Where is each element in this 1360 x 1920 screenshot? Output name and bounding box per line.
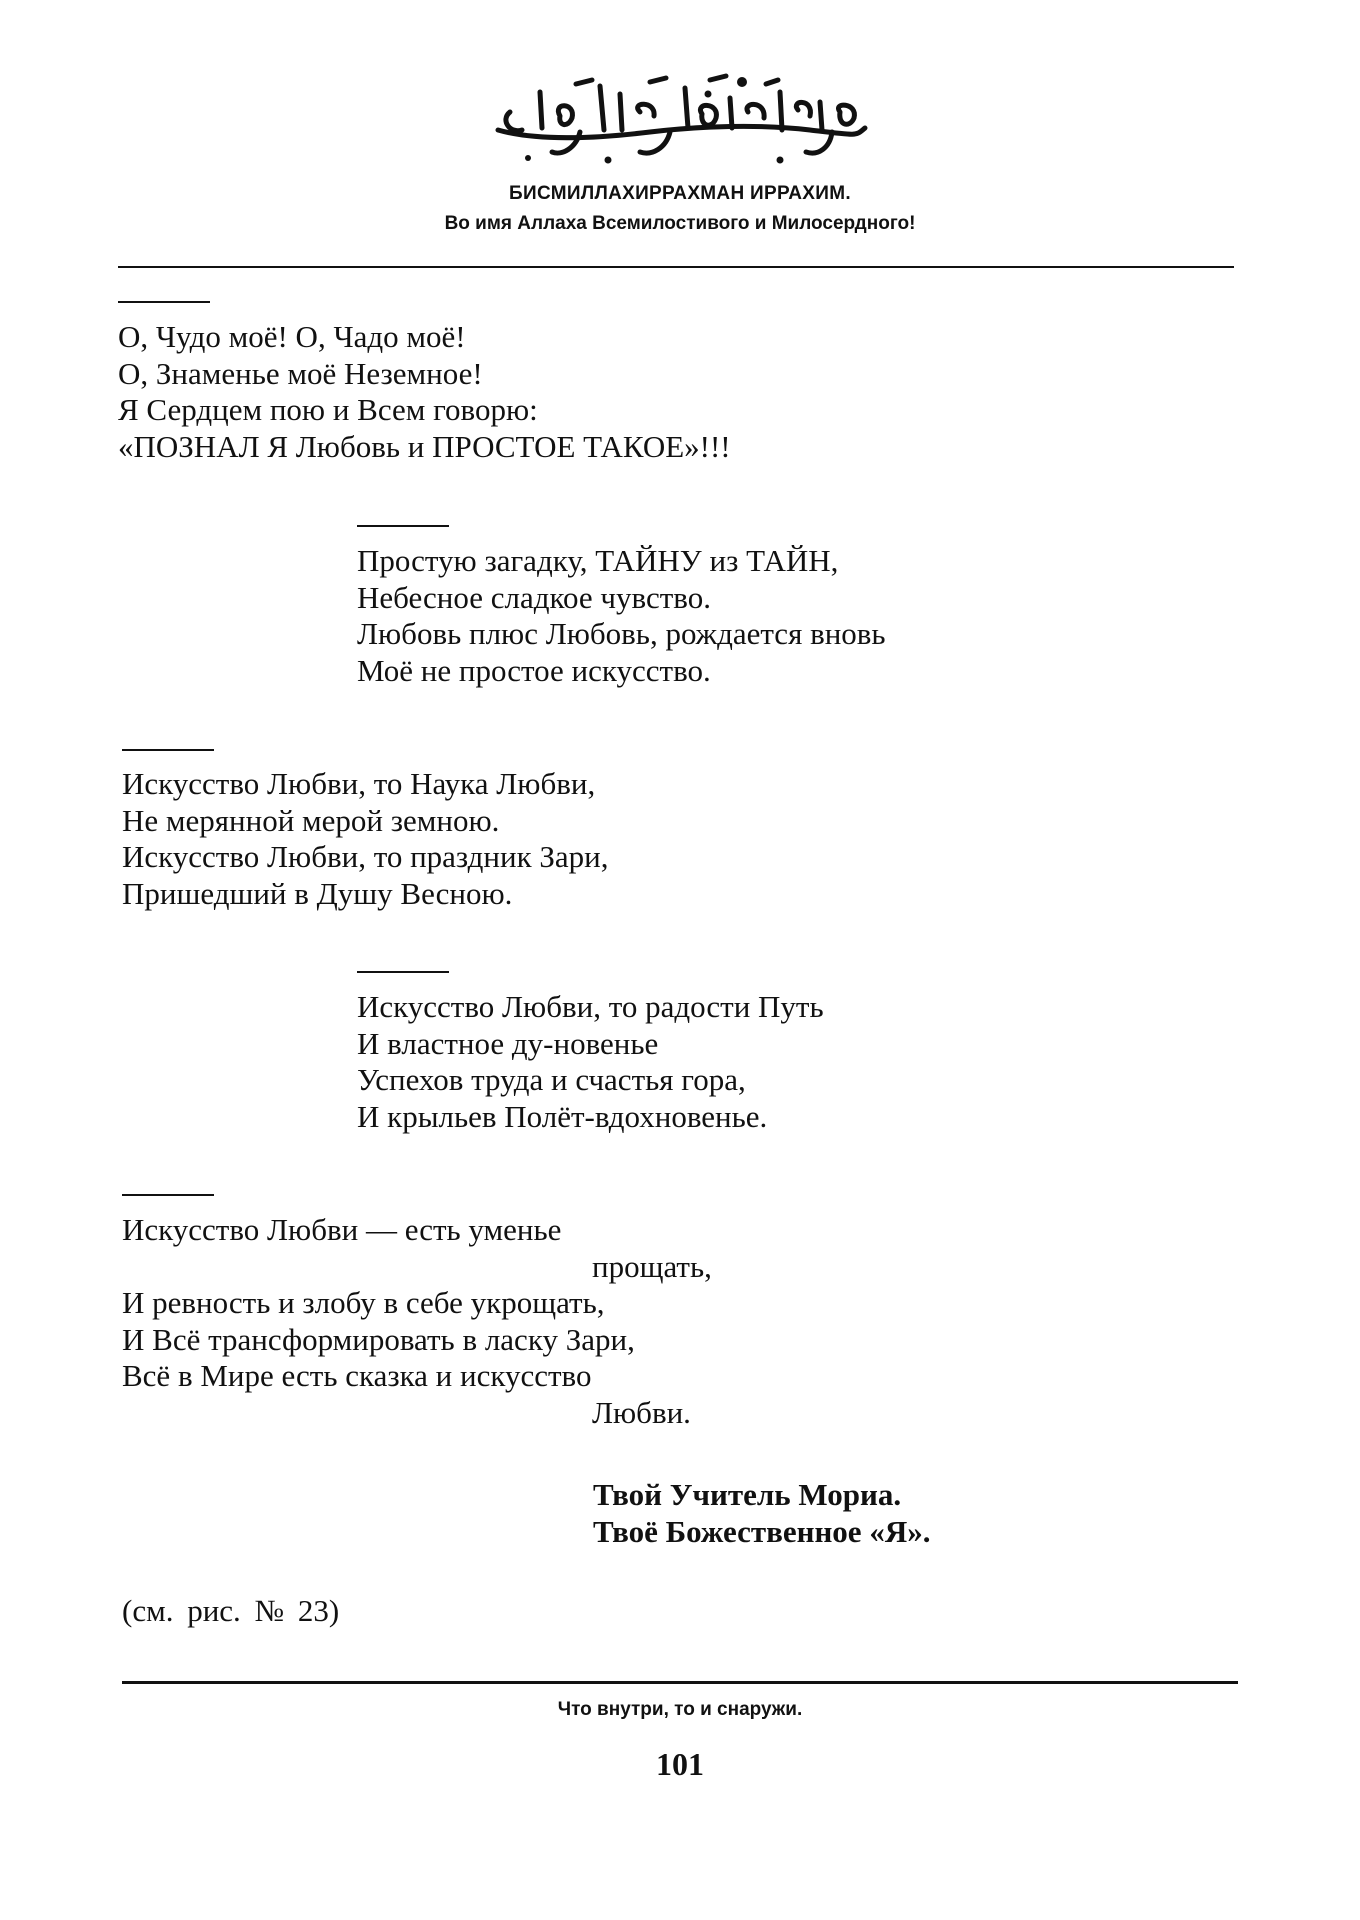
stanza-2 (357, 543, 886, 689)
poem-line: Успехов труда и счастья гора, (357, 1062, 746, 1097)
poem-line: Искусство Любви, то радости Путь (357, 989, 824, 1024)
header-title: БИСМИЛЛАХИРРАХМАН ИРРАХИМ. (509, 183, 851, 204)
stanza-separator (357, 971, 449, 973)
arabic-calligraphy-bismillah-icon (480, 72, 880, 167)
poem-line: Небесное сладкое чувство. (357, 579, 711, 615)
poem-line: Простую загадку, ТАЙНУ из ТАЙН, (357, 543, 839, 578)
poem-line: «ПОЗНАЛ Я Любовь и ПРОСТОЕ ТАКОЕ»!!! (118, 428, 731, 464)
poem-line-continuation: Любви. (592, 1394, 691, 1430)
poem-line: Пришедший в Душу Весною. (122, 875, 513, 911)
header-subtitle: Во имя Аллаха Всемилостивого и Милосердного! (444, 213, 916, 234)
stanza-separator (122, 1194, 214, 1196)
signature-line: Твоё Божественное «Я». (593, 1513, 931, 1549)
signature (593, 1477, 930, 1550)
page-number: 101 (656, 1746, 704, 1782)
poem-line: О, Знаменье моё Неземное! (118, 355, 483, 391)
top-divider (118, 266, 1234, 268)
poem-line: Искусство Любви, то Наука Любви, (122, 766, 596, 801)
poem-line-continuation: прощать, (592, 1248, 712, 1284)
signature-line: Твой Учитель Мориа. (593, 1477, 902, 1512)
stanza-1 (118, 319, 731, 465)
stanza-5 (122, 1212, 712, 1431)
stanza-3 (122, 766, 609, 912)
poem-line: И крыльев Полёт-вдохновенье. (357, 1098, 768, 1134)
poem-line: И властное ду-новенье (357, 1025, 659, 1061)
poem-line: О, Чудо моё! О, Чадо моё! (118, 319, 466, 354)
stanza-separator (118, 301, 210, 303)
stanza-4 (357, 989, 824, 1135)
poem-line: Любовь плюс Любовь, рождается вновь (357, 616, 886, 651)
poem-line: И Всё трансформировать в ласку Зари, (122, 1321, 635, 1357)
poem-line: И ревность и злобу в себе укрощать, (122, 1285, 605, 1320)
poem-line: Искусство Любви, то праздник Зари, (122, 839, 609, 874)
stanza-separator (122, 749, 214, 751)
poem-line: Искусство Любви — есть уменье (122, 1212, 562, 1247)
bottom-divider (122, 1681, 1238, 1684)
poem-line: Не мерянной мерой земною. (122, 802, 500, 838)
figure-reference: (см. рис. № 23) (122, 1593, 340, 1628)
poem-line: Всё в Мире есть сказка и искусство (122, 1358, 592, 1393)
stanza-separator (357, 525, 449, 527)
poem-line: Я Сердцем пою и Всем говорю: (118, 392, 538, 427)
footer-motto: Что внутри, то и снаружи. (557, 1699, 803, 1720)
poem-line: Моё не простое искусство. (357, 652, 711, 688)
